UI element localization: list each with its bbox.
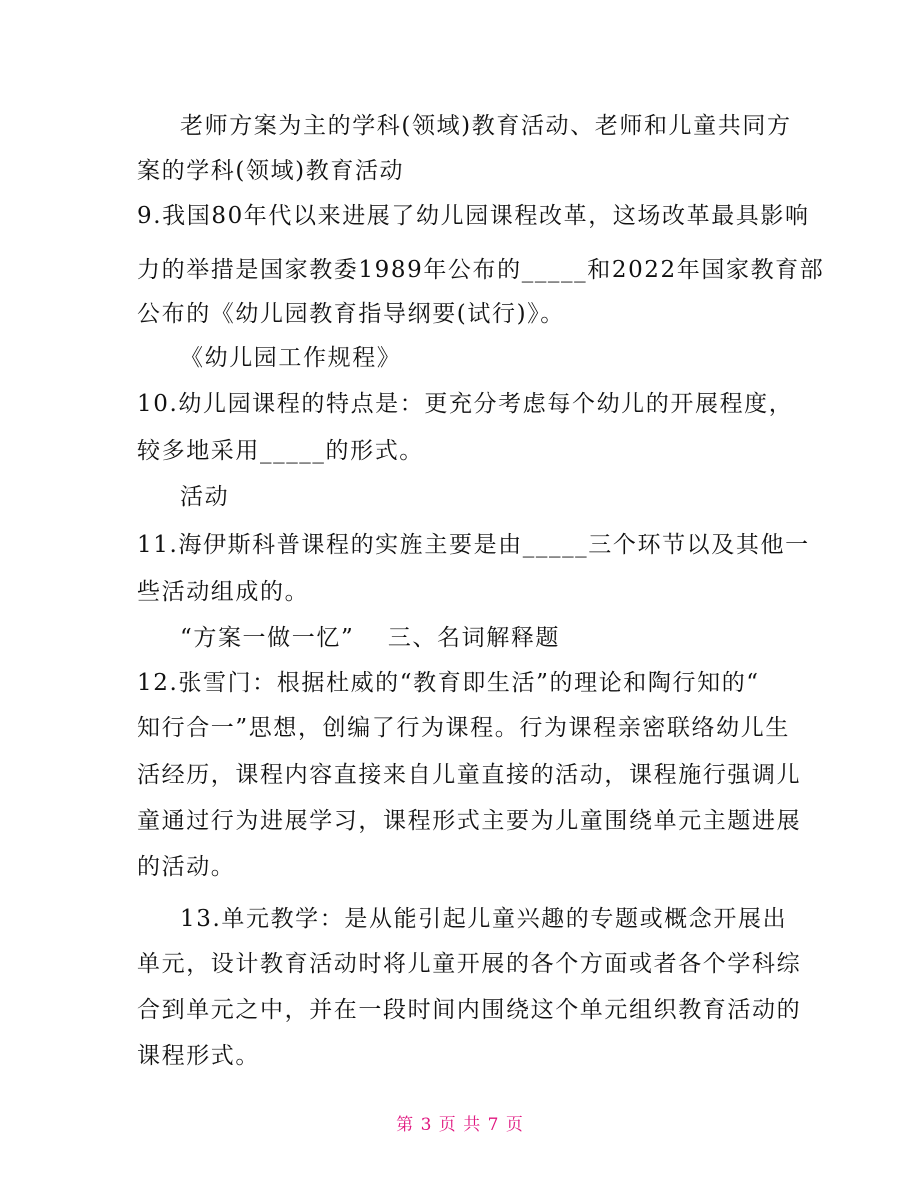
text-line-13: 12.张雪门：根据杜威的“教育即生活”的理论和陶行知的“ [137, 670, 760, 696]
text-line-15: 活经历，课程内容直接来自儿童直接的活动，课程施行强调儿 [137, 762, 802, 788]
text-line-3: 9.我国80年代以来进展了幼儿园课程改革，这场改革最具影响 [137, 203, 810, 229]
text-line-6: 《幼儿园工作规程》 [180, 345, 402, 371]
text-line-7: 10.幼儿园课程的特点是：更充分考虑每个幼儿的开展程度， [137, 391, 794, 417]
text-line-14: 知行合一”思想，创编了行为课程。行为课程亲密联络幼儿生 [137, 715, 790, 741]
text-line-11: 些活动组成的。 [137, 579, 310, 605]
text-line-9: 活动 [180, 484, 230, 510]
text-line-19: 单元，设计教育活动时将儿童开展的各个方面或者各个学科综 [137, 951, 802, 977]
text-line-1: 老师方案为主的学科(领域)教育活动、老师和儿童共同方 [180, 113, 792, 139]
text-line-17: 的活动。 [137, 854, 236, 880]
text-line-21: 课程形式。 [137, 1043, 260, 1069]
page-number-footer: 第 3 页 共 7 页 [396, 1115, 524, 1135]
text-line-16: 童通过行为进展学习，课程形式主要为儿童围绕单元主题进展 [137, 808, 802, 834]
text-line-20: 合到单元之中，并在一段时间内围绕这个单元组织教育活动的 [137, 997, 802, 1023]
text-line-4: 力的举措是国家教委1989年公布的_____和2022年国家教育部 [137, 257, 825, 283]
text-line-8: 较多地采用_____的形式。 [137, 438, 424, 464]
text-line-10: 11.海伊斯科普课程的实旌主要是由_____三个环节以及其他一 [137, 532, 810, 558]
text-line-5: 公布的《幼儿园教育指导纲要(试行)》。 [137, 301, 565, 327]
text-line-18: 13.单元教学：是从能引起儿童兴趣的专题或概念开展出 [180, 906, 788, 932]
text-line-2: 案的学科(领域)教育活动 [137, 158, 405, 184]
text-line-12: “方案一做一忆” 三、名词解释题 [180, 625, 561, 651]
